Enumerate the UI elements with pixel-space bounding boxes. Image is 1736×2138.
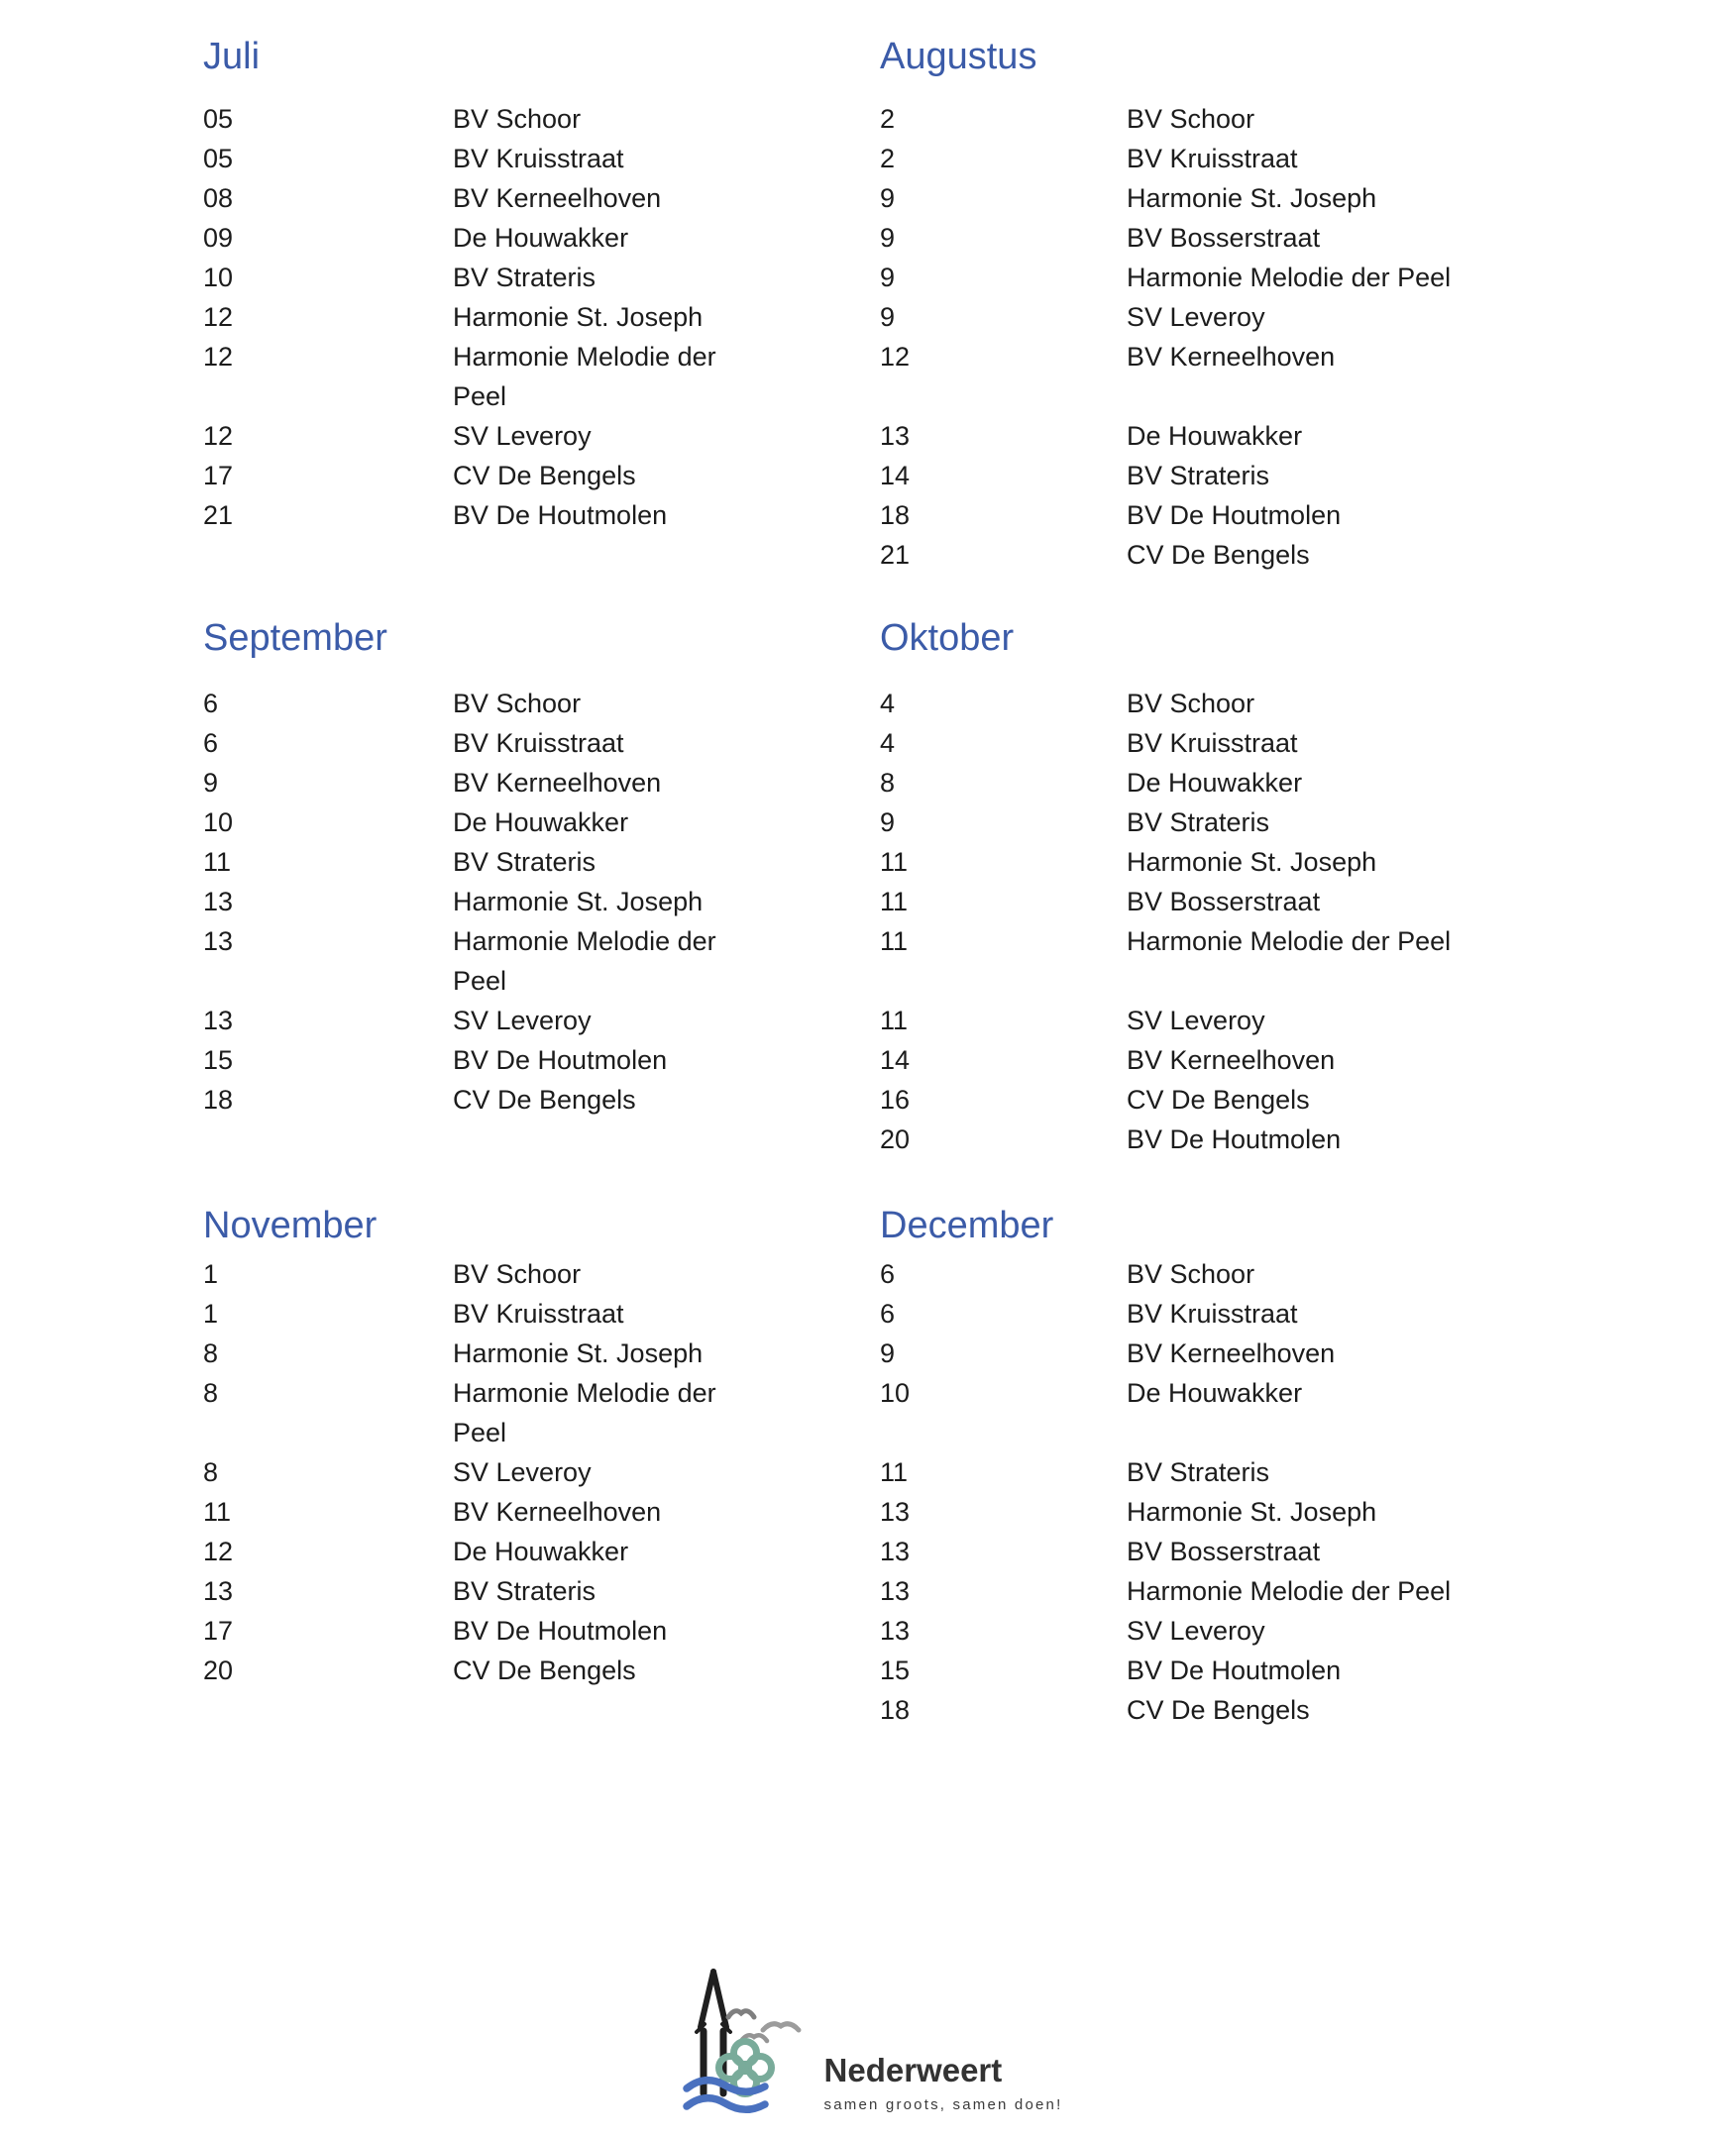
date-cell: 12 <box>203 421 234 451</box>
date-cell: 17 <box>203 461 234 490</box>
date-cell: 10 <box>203 263 234 292</box>
month-title-oktober: Oktober <box>880 617 1015 659</box>
name-cell: Harmonie St. Joseph <box>453 302 704 332</box>
name-cell: BV Kerneelhoven <box>1127 1338 1336 1368</box>
date-cell: 13 <box>880 1616 911 1646</box>
date-cell: 10 <box>203 807 234 837</box>
date-cell: 11 <box>880 847 909 877</box>
date-cell: 12 <box>203 342 234 372</box>
name-cell: BV Schoor <box>453 104 582 134</box>
name-cell: CV De Bengels <box>1127 540 1310 570</box>
date-cell: 9 <box>880 263 896 292</box>
date-cell: 10 <box>880 1378 911 1408</box>
name-cell: BV Kruisstraat <box>453 144 624 173</box>
name-cell: BV Strateris <box>1127 1457 1270 1487</box>
name-cell: BV Kruisstraat <box>1127 144 1298 173</box>
name-cell: BV Kruisstraat <box>1127 1299 1298 1329</box>
date-cell: 2 <box>880 144 896 173</box>
date-cell: 11 <box>880 1006 909 1035</box>
date-cell: 13 <box>203 887 234 916</box>
date-cell: 11 <box>880 887 909 916</box>
date-cell: 21 <box>880 540 911 570</box>
name-cell: De Houwakker <box>1127 421 1303 451</box>
date-cell: 13 <box>203 1576 234 1606</box>
name-cell: BV De Houtmolen <box>1127 1124 1342 1154</box>
name-cell: BV Kruisstraat <box>1127 728 1298 758</box>
month-grid-september-oktober <box>203 684 1736 1159</box>
name-cell: CV De Bengels <box>1127 1085 1310 1115</box>
date-cell: 15 <box>203 1045 234 1075</box>
date-cell: 11 <box>203 847 232 877</box>
name-cell: BV Strateris <box>453 1576 597 1606</box>
date-cell: 18 <box>203 1085 234 1115</box>
logo-tagline: samen groots, samen doen! <box>823 2096 1063 2113</box>
date-cell: 11 <box>880 1457 909 1487</box>
name-cell: BV De Houtmolen <box>453 1045 668 1075</box>
name-cell: BV Kerneelhoven <box>1127 1045 1336 1075</box>
date-cell: 12 <box>203 1537 234 1566</box>
name-cell: De Houwakker <box>453 223 629 253</box>
date-cell: 05 <box>203 104 234 134</box>
name-cell: SV Leveroy <box>1127 302 1265 332</box>
date-cell: 12 <box>880 342 911 372</box>
date-cell: 8 <box>880 768 896 798</box>
name-cell-empty <box>453 535 768 575</box>
name-cell: Harmonie St. Joseph <box>1127 1497 1377 1527</box>
date-cell: 6 <box>880 1299 896 1329</box>
date-cell: 08 <box>203 183 234 213</box>
name-cell: Harmonie St. Joseph <box>453 1338 704 1368</box>
date-cell: 21 <box>203 500 234 530</box>
date-cell: 1 <box>203 1259 219 1289</box>
date-cell: 05 <box>203 144 234 173</box>
date-cell: 09 <box>203 223 234 253</box>
name-cell: Harmonie St. Joseph <box>1127 183 1377 213</box>
name-cell: Harmonie Melodie der Peel <box>453 1378 716 1447</box>
section-headers-september-oktober <box>203 615 1736 661</box>
date-cell: 13 <box>203 926 234 956</box>
date-cell: 13 <box>880 1497 911 1527</box>
month-title-november: November <box>203 1205 378 1246</box>
date-cell: 8 <box>203 1338 219 1368</box>
date-cell: 15 <box>880 1656 911 1685</box>
month-title-augustus: Augustus <box>880 36 1037 77</box>
name-cell: Harmonie St. Joseph <box>1127 847 1377 877</box>
date-cell: 6 <box>203 689 219 718</box>
date-cell: 4 <box>880 689 896 718</box>
name-cell: SV Leveroy <box>453 1457 592 1487</box>
month-title-juli: Juli <box>203 36 261 77</box>
month-grid-november-december <box>203 1254 1736 1730</box>
name-cell: SV Leveroy <box>1127 1006 1265 1035</box>
name-cell: BV Kerneelhoven <box>453 1497 662 1527</box>
footer <box>0 1932 1736 2120</box>
nederweert-logo-icon <box>674 1932 813 2120</box>
name-cell: CV De Bengels <box>1127 1695 1310 1725</box>
name-cell: Harmonie Melodie der Peel <box>453 926 716 996</box>
name-cell-empty <box>453 1690 768 1730</box>
name-cell: Harmonie Melodie der Peel <box>453 342 716 411</box>
section-headers-november-december <box>203 1203 1736 1248</box>
name-cell: BV Bosserstraat <box>1127 223 1321 253</box>
date-cell: 9 <box>880 302 896 332</box>
month-title-september: September <box>203 617 387 659</box>
name-cell: BV Schoor <box>453 689 582 718</box>
name-cell: BV Kerneelhoven <box>453 183 662 213</box>
name-cell: SV Leveroy <box>1127 1616 1265 1646</box>
name-cell: De Houwakker <box>453 807 629 837</box>
name-cell: BV Kruisstraat <box>453 1299 624 1329</box>
name-cell: Harmonie Melodie der Peel <box>1127 1576 1452 1606</box>
name-cell: BV Kerneelhoven <box>1127 342 1336 372</box>
date-cell: 20 <box>880 1124 911 1154</box>
name-cell: CV De Bengels <box>453 1085 636 1115</box>
date-cell: 14 <box>880 461 911 490</box>
name-cell: BV Strateris <box>453 263 597 292</box>
name-cell: CV De Bengels <box>453 461 636 490</box>
date-cell: 13 <box>880 1576 911 1606</box>
date-cell-empty <box>203 1690 453 1730</box>
section-headers-juli-augustus <box>203 34 1736 79</box>
name-cell: De Houwakker <box>1127 1378 1303 1408</box>
date-cell: 12 <box>203 302 234 332</box>
name-cell: BV Kerneelhoven <box>453 768 662 798</box>
date-cell: 8 <box>203 1457 219 1487</box>
date-cell: 17 <box>203 1616 234 1646</box>
date-cell: 13 <box>880 421 911 451</box>
date-cell: 1 <box>203 1299 219 1329</box>
name-cell: BV Schoor <box>1127 1259 1255 1289</box>
date-cell: 8 <box>203 1378 219 1408</box>
name-cell: BV De Houtmolen <box>453 1616 668 1646</box>
date-cell: 9 <box>880 183 896 213</box>
date-cell: 18 <box>880 1695 911 1725</box>
date-cell: 9 <box>880 807 896 837</box>
name-cell: BV De Houtmolen <box>1127 500 1342 530</box>
name-cell: Harmonie Melodie der Peel <box>1127 263 1452 292</box>
name-cell: Harmonie St. Joseph <box>453 887 704 916</box>
date-cell: 6 <box>203 728 219 758</box>
date-cell: 14 <box>880 1045 911 1075</box>
name-cell: BV Strateris <box>453 847 597 877</box>
name-cell: BV De Houtmolen <box>453 500 668 530</box>
date-cell: 9 <box>880 1338 896 1368</box>
name-cell: BV Schoor <box>1127 689 1255 718</box>
name-cell: De Houwakker <box>1127 768 1303 798</box>
name-cell: CV De Bengels <box>453 1656 636 1685</box>
name-cell: De Houwakker <box>453 1537 629 1566</box>
name-cell: BV Strateris <box>1127 461 1270 490</box>
date-cell-empty <box>203 1120 453 1159</box>
date-cell-empty <box>203 535 453 575</box>
date-cell: 2 <box>880 104 896 134</box>
name-cell: BV De Houtmolen <box>1127 1656 1342 1685</box>
name-cell: BV Schoor <box>453 1259 582 1289</box>
date-cell: 11 <box>203 1497 232 1527</box>
nederweert-logo <box>674 1932 1063 2120</box>
date-cell: 18 <box>880 500 911 530</box>
month-title-december: December <box>880 1205 1054 1246</box>
name-cell: Harmonie Melodie der Peel <box>1127 926 1452 956</box>
date-cell: 20 <box>203 1656 234 1685</box>
date-cell: 13 <box>203 1006 234 1035</box>
name-cell: SV Leveroy <box>453 421 592 451</box>
birds-icon <box>728 2011 799 2041</box>
date-cell: 9 <box>203 768 219 798</box>
name-cell: BV Kruisstraat <box>453 728 624 758</box>
name-cell: SV Leveroy <box>453 1006 592 1035</box>
name-cell: BV Bosserstraat <box>1127 887 1321 916</box>
name-cell: BV Bosserstraat <box>1127 1537 1321 1566</box>
name-cell-empty <box>453 1120 768 1159</box>
date-cell: 6 <box>880 1259 896 1289</box>
date-cell: 13 <box>880 1537 911 1566</box>
date-cell: 4 <box>880 728 896 758</box>
date-cell: 9 <box>880 223 896 253</box>
date-cell: 11 <box>880 926 909 956</box>
logo-wordmark: Nederweert <box>823 2052 1003 2088</box>
date-cell: 16 <box>880 1085 911 1115</box>
name-cell: BV Strateris <box>1127 807 1270 837</box>
logo-text-block <box>824 2054 1063 2120</box>
month-grid-juli-augustus <box>203 99 1736 575</box>
name-cell: BV Schoor <box>1127 104 1255 134</box>
